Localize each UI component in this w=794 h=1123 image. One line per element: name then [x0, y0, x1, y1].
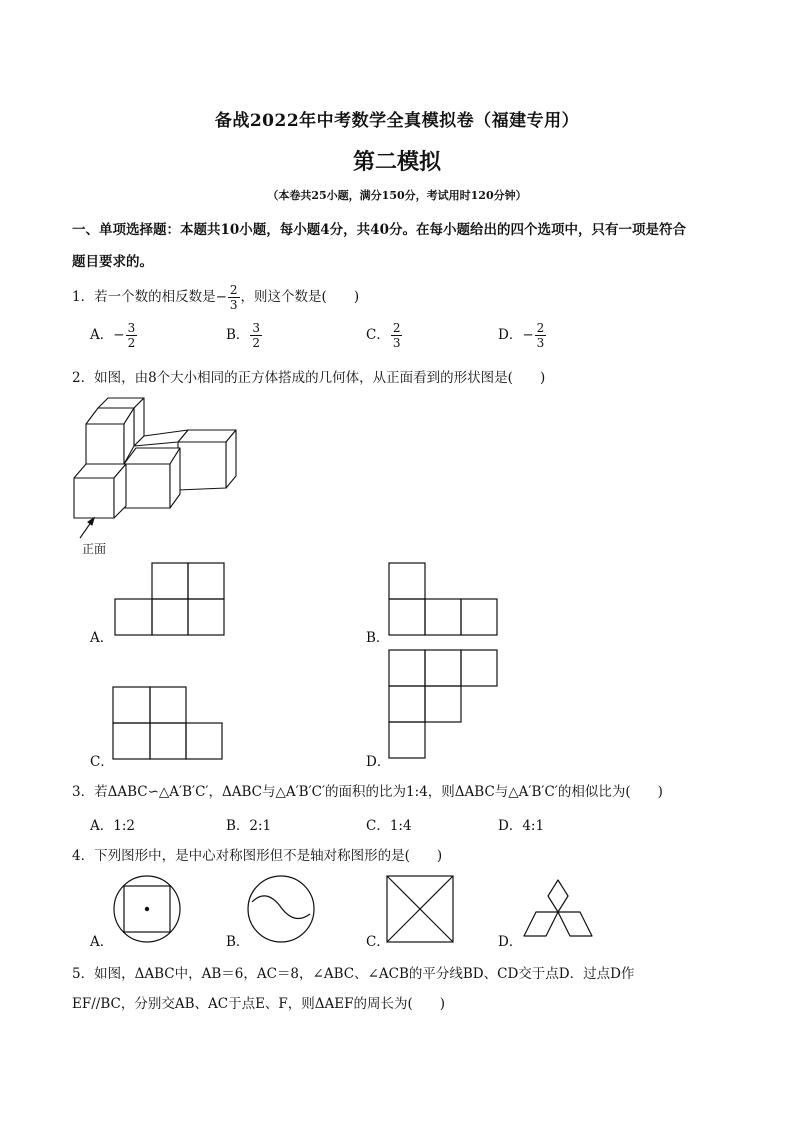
q1-option-c[interactable] [366, 322, 403, 349]
q3-option-b[interactable]: B．2:1 [226, 818, 272, 834]
q2-option-a-grid [114, 562, 224, 637]
q3-option-a[interactable]: A．1:2 [90, 818, 135, 834]
q4-option-d-label[interactable]: D． [498, 934, 523, 950]
q1-option-b[interactable] [226, 322, 263, 349]
section-heading-line-2: 题目要求的。 [72, 254, 153, 270]
q1-option-d-fraction [535, 322, 547, 349]
q2-option-d-grid [388, 649, 500, 761]
q4-option-b-label[interactable]: B． [226, 934, 250, 950]
q1-option-a-sign: − [113, 327, 125, 343]
q3-option-c[interactable]: C．1:4 [366, 818, 412, 834]
q1-option-a-label: A． [90, 327, 114, 343]
question-1-text-after: ，则这个数是( ) [240, 289, 360, 305]
q2-option-c-grid [112, 686, 224, 761]
q1-option-c-numerator: 2 [392, 321, 401, 335]
q4-option-d-figure [522, 878, 594, 940]
q1-option-d-sign: − [522, 327, 534, 343]
q1-option-c-denominator: 3 [392, 336, 401, 350]
q4-option-c-label[interactable]: C． [366, 934, 390, 950]
q1-option-d[interactable] [498, 322, 547, 349]
q1-option-c-fraction [391, 322, 403, 349]
q1-option-d-numerator: 2 [536, 321, 545, 335]
question-4: 4．下列图形中，是中心对称图形但不是轴对称图形的是( ) [72, 848, 443, 864]
question-1-fraction [228, 284, 240, 311]
q1-option-b-numerator: 3 [252, 321, 261, 335]
q2-option-c-label[interactable]: C． [90, 754, 114, 770]
q1-option-a-fraction [126, 322, 138, 349]
exam-subtitle: 第二模拟 [352, 149, 441, 175]
exam-note: （本卷共25小题，满分150分，考试用时120分钟） [267, 189, 527, 202]
q1-option-b-fraction [250, 322, 262, 349]
q1-option-a[interactable] [90, 322, 138, 349]
q4-option-a-label[interactable]: A． [90, 934, 114, 950]
q1-option-a-denominator: 2 [127, 336, 136, 350]
q1-option-b-label: B． [226, 327, 250, 343]
q2-option-b-grid [388, 562, 500, 637]
question-1-minus: − [215, 289, 227, 305]
q4-option-b-figure [246, 874, 316, 944]
question-1 [72, 284, 359, 311]
question-1-text-before: 1．若一个数的相反数是 [72, 289, 216, 305]
q2-option-a-label[interactable]: A． [90, 630, 114, 646]
q4-option-c-figure [386, 875, 454, 943]
q1-option-c-label: C． [366, 327, 390, 343]
q1-option-d-label: D． [498, 327, 523, 343]
q3-option-d[interactable]: D．4:1 [498, 818, 545, 834]
q4-option-a-figure [112, 874, 182, 944]
q1-option-a-numerator: 3 [127, 321, 136, 335]
exam-title: 备战2022年中考数学全真模拟卷（福建专用） [214, 111, 580, 131]
q1-option-b-denominator: 2 [252, 336, 261, 350]
question-2: 2．如图，由8个大小相同的正方体搭成的几何体，从正面看到的形状图是( ) [72, 370, 546, 386]
q1-option-d-denominator: 3 [536, 336, 545, 350]
question-3: 3．若ΔABC∽△A′B′C′，ΔABC与△A′B′C′的面积的比为1:4，则ΔABC与△A′B′C′的相似比为( ) [72, 784, 663, 800]
q2-front-label: 正面 [82, 542, 107, 556]
question-1-denominator: 3 [229, 298, 238, 312]
q2-option-d-label[interactable]: D． [366, 754, 391, 770]
q2-option-b-label[interactable]: B． [366, 630, 390, 646]
question-5-line-2: EF//BC，分别交AB、AC于点E、F，则ΔAEF的周长为( ) [72, 996, 446, 1012]
section-heading-line-1: 一、单项选择题：本题共10小题，每小题4分，共40分。在每小题给出的四个选项中，只有一项是符合 [72, 222, 686, 238]
question-1-numerator: 2 [229, 283, 238, 297]
q2-cube-figure [60, 390, 260, 560]
question-5-line-1: 5．如图，ΔABC中，AB＝6，AC＝8，∠ABC、∠ACB的平分线BD、CD交于点D．过点D作 [72, 966, 635, 982]
